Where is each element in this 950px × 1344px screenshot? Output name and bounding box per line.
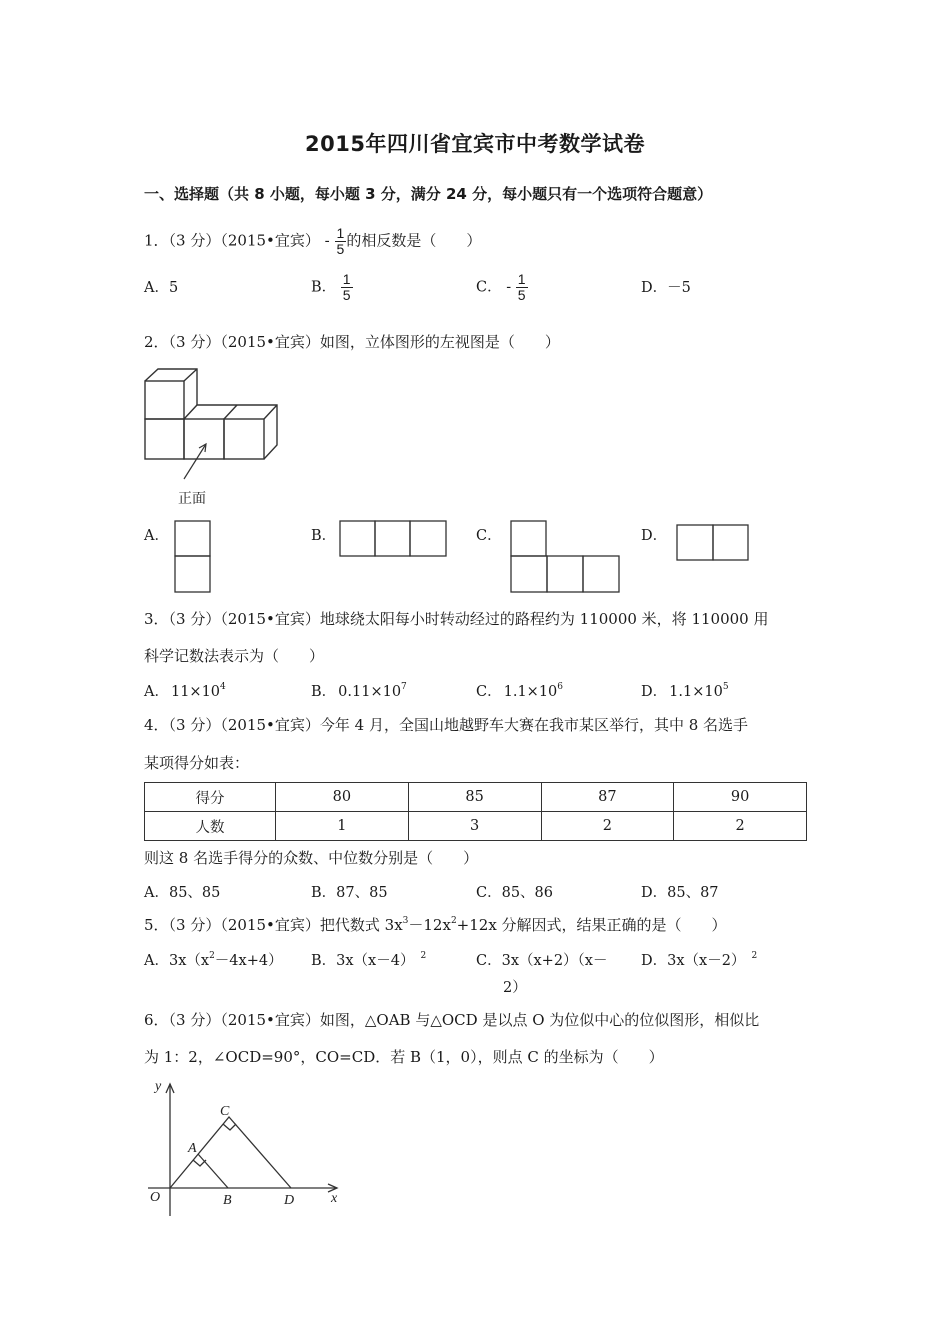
label-o: O — [150, 1190, 161, 1205]
q3-b-label: B． — [311, 684, 337, 700]
q1-c-fraction — [516, 272, 528, 303]
q3-d-base: 1.1×10 — [669, 684, 723, 700]
q1-denominator: 5 — [336, 241, 345, 257]
q6-coordinate-figure — [140, 1074, 350, 1222]
label-d: D — [284, 1193, 295, 1208]
q1-b-label: B． — [311, 279, 337, 296]
q1-neg: - — [324, 231, 330, 250]
cube-stack-drawing — [145, 369, 277, 479]
q1-b-num: 1 — [342, 271, 351, 287]
q5-part1: 5．（3 分）（2015•宜宾）把代数式 3x — [144, 916, 403, 934]
q2-option-c-figure[interactable] — [510, 520, 621, 594]
question-6-line2: 为 1：2，∠OCD=90°，CO=CD．若 B（1，0），则点 C 的坐标为（ ） — [144, 1048, 664, 1066]
question-4-line1: 4．（3 分）（2015•宜宾）今年 4 月，全国山地越野车大赛在我市某区举行，其中 8 名选手 — [144, 716, 749, 734]
q5-part3: +12x 分解因式，结果正确的是（ ） — [456, 916, 727, 934]
q3-option-a[interactable] — [144, 680, 226, 701]
q3-option-d[interactable] — [641, 680, 729, 701]
q3-option-b[interactable] — [311, 680, 407, 701]
table-cell: 85 — [408, 783, 541, 812]
q5-a-part2: －4x+4） — [214, 953, 283, 969]
table-cell: 2 — [541, 812, 674, 841]
q5-part2: －12x — [408, 916, 451, 934]
question-4-line2: 某项得分如表： — [144, 754, 250, 772]
q1-c-neg: - — [506, 279, 512, 296]
table-cell: 80 — [276, 783, 409, 812]
q5-a-exp: 2 — [209, 951, 215, 961]
q1-suffix: 的相反数是（ ） — [346, 231, 482, 250]
q3-d-exp: 5 — [722, 682, 729, 692]
q1-c-den: 5 — [517, 287, 526, 303]
q5-option-b[interactable] — [311, 949, 426, 970]
q1-option-a[interactable]: A．5 — [144, 280, 179, 296]
q1-option-c[interactable] — [476, 272, 528, 303]
q1-b-fraction — [341, 272, 353, 303]
q1-prefix: 1．（3 分）（2015•宜宾） — [144, 231, 320, 250]
q1-option-b[interactable] — [311, 272, 353, 303]
q3-a-base: 11×10 — [170, 684, 221, 700]
q5-exp1: 3 — [402, 916, 409, 926]
label-y: y — [155, 1079, 162, 1094]
q2-option-c-label[interactable]: C． — [476, 528, 502, 544]
section-heading: 一、选择题（共 8 小题，每小题 3 分，满分 24 分，每小题只有一个选项符合题意） — [144, 185, 713, 203]
question-3-line2: 科学记数法表示为（ ） — [144, 647, 325, 665]
q2-option-d-label[interactable]: D． — [641, 528, 668, 544]
label-c: C — [220, 1104, 230, 1119]
q1-c-num: 1 — [517, 271, 526, 287]
q3-c-exp: 6 — [557, 682, 564, 692]
q1-numerator: 1 — [336, 225, 345, 241]
table-cell: 2 — [674, 812, 807, 841]
q5-option-a[interactable] — [144, 949, 283, 970]
q2-option-b-figure[interactable] — [339, 520, 448, 558]
question-4-after: 则这 8 名选手得分的众数、中位数分别是（ ） — [144, 849, 479, 867]
q5-b-part1: B．3x（x－4） — [311, 953, 415, 969]
question-1 — [144, 226, 481, 257]
q3-option-c[interactable] — [476, 680, 563, 701]
q2-option-a-figure[interactable] — [174, 520, 212, 594]
q5-d-exp: 2 — [751, 951, 758, 961]
q1-c-label: C． — [476, 279, 502, 296]
table-row — [145, 783, 807, 812]
table-cell: 90 — [674, 783, 807, 812]
q5-exp2: 2 — [450, 916, 457, 926]
page-title: 2015年四川省宜宾市中考数学试卷 — [305, 132, 645, 156]
table-row — [145, 812, 807, 841]
q4-option-a[interactable]: A．85、85 — [144, 885, 221, 901]
q4-option-d[interactable]: D．85、87 — [641, 885, 719, 901]
q2-option-b-label[interactable]: B． — [311, 528, 337, 544]
q3-a-exp: 4 — [220, 682, 226, 692]
question-6-line1: 6．（3 分）（2015•宜宾）如图，△OAB 与△OCD 是以点 O 为位似中心的位似图形，相似比 — [144, 1011, 760, 1029]
score-table — [144, 782, 807, 841]
label-b: B — [223, 1193, 232, 1208]
q5-a-part1: A．3x（x — [144, 953, 210, 969]
q2-option-d-figure[interactable] — [676, 524, 751, 562]
question-2: 2．（3 分）（2015•宜宾）如图，立体图形的左视图是（ ） — [144, 333, 560, 351]
q5-option-d[interactable] — [641, 949, 757, 970]
q5-option-c-line2[interactable]: 2） — [503, 980, 527, 996]
q5-b-exp: 2 — [420, 951, 427, 961]
q1-b-den: 5 — [342, 287, 351, 303]
q4-option-c[interactable]: C．85、86 — [476, 885, 553, 901]
q1-fraction — [335, 226, 347, 257]
table-cell: 人数 — [145, 812, 276, 841]
table-cell: 1 — [276, 812, 409, 841]
q3-b-base: 0.11×10 — [338, 684, 402, 700]
q3-c-label: C． — [476, 684, 502, 700]
q5-d-part1: D．3x（x－2） — [641, 953, 746, 969]
question-3-line1: 3．（3 分）（2015•宜宾）地球绕太阳每小时转动经过的路程约为 110000 米，将 110000 用 — [144, 610, 769, 628]
table-cell: 87 — [541, 783, 674, 812]
right-angle-c — [223, 1124, 236, 1130]
label-a: A — [188, 1141, 197, 1156]
q3-c-base: 1.1×10 — [503, 684, 558, 700]
table-cell: 得分 — [145, 783, 276, 812]
table-cell: 3 — [408, 812, 541, 841]
q4-option-b[interactable]: B．87、85 — [311, 885, 388, 901]
q1-option-d[interactable]: D．－5 — [641, 280, 691, 296]
q2-option-a-label[interactable]: A． — [144, 528, 169, 544]
q5-option-c-line1[interactable]: C．3x（x+2）（x－ — [476, 953, 608, 969]
q2-solid-figure — [140, 364, 285, 514]
q3-a-label: A． — [144, 684, 169, 700]
question-5 — [144, 914, 727, 935]
front-label: 正面 — [178, 491, 206, 507]
q3-d-label: D． — [641, 684, 668, 700]
segment-ab — [198, 1154, 228, 1188]
label-x: x — [331, 1191, 338, 1206]
q3-b-exp: 7 — [401, 682, 407, 692]
